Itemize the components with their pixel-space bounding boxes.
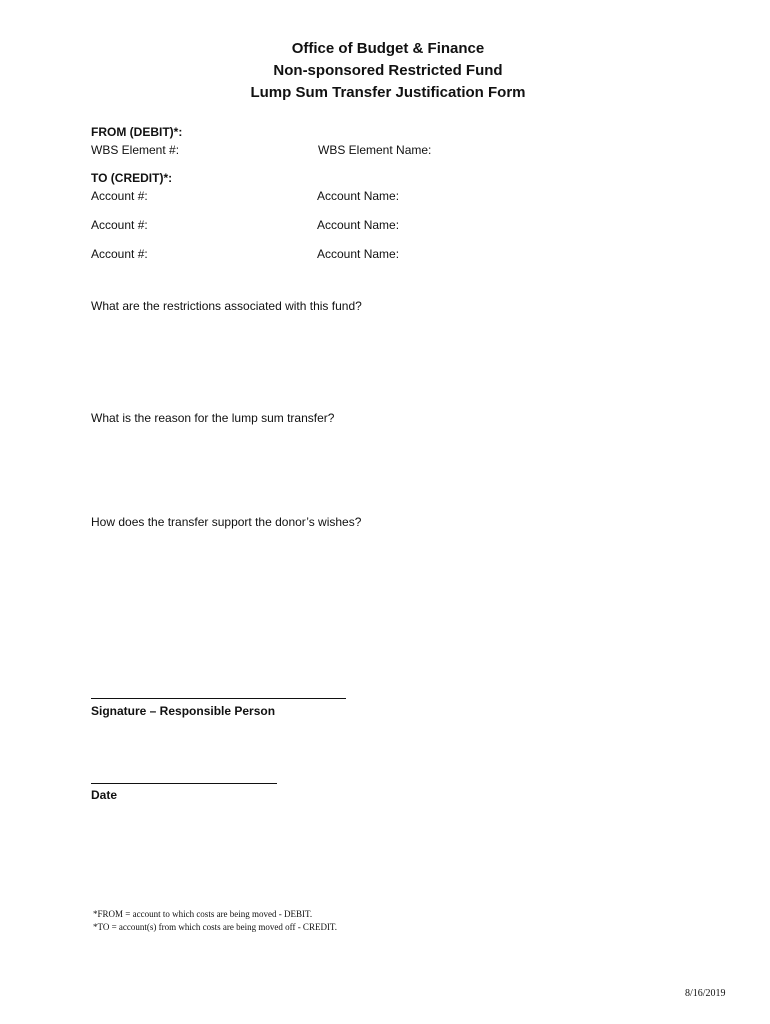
signature-label: Signature – Responsible Person [91,704,276,718]
form-title [0,38,770,104]
question-donor-wishes: How does the transfer support the donor’s wishes? [91,515,362,529]
wbs-element-label: WBS Element #: [91,143,180,157]
question-transfer-reason: What is the reason for the lump sum transfer? [91,411,335,425]
signature-line [91,698,346,699]
page-footer-date: 8/16/2019 [685,988,726,999]
title-office: Office of Budget & Finance [291,40,485,57]
footnote-to: *TO = account(s) from which costs are being moved off - CREDIT. [93,922,338,932]
footnotes [93,908,337,934]
account-name-label: Account Name: [317,189,400,203]
title-form-name: Lump Sum Transfer Justification Form [250,84,526,101]
footnote-from: *FROM = account to which costs are being moved - DEBIT. [93,909,313,919]
question-restrictions: What are the restrictions associated with this fund? [91,299,362,313]
account-number-label: Account #: [91,189,148,203]
wbs-element-name-label: WBS Element Name: [318,143,432,157]
to-credit-heading: TO (CREDIT)*: [91,171,173,185]
account-name-label: Account Name: [317,218,400,232]
account-number-label: Account #: [91,247,148,261]
account-number-label: Account #: [91,218,148,232]
account-name-label: Account Name: [317,247,400,261]
date-line [91,783,277,784]
title-fund-type: Non-sponsored Restricted Fund [273,62,503,79]
from-debit-heading: FROM (DEBIT)*: [91,125,183,139]
date-label: Date [91,788,118,802]
